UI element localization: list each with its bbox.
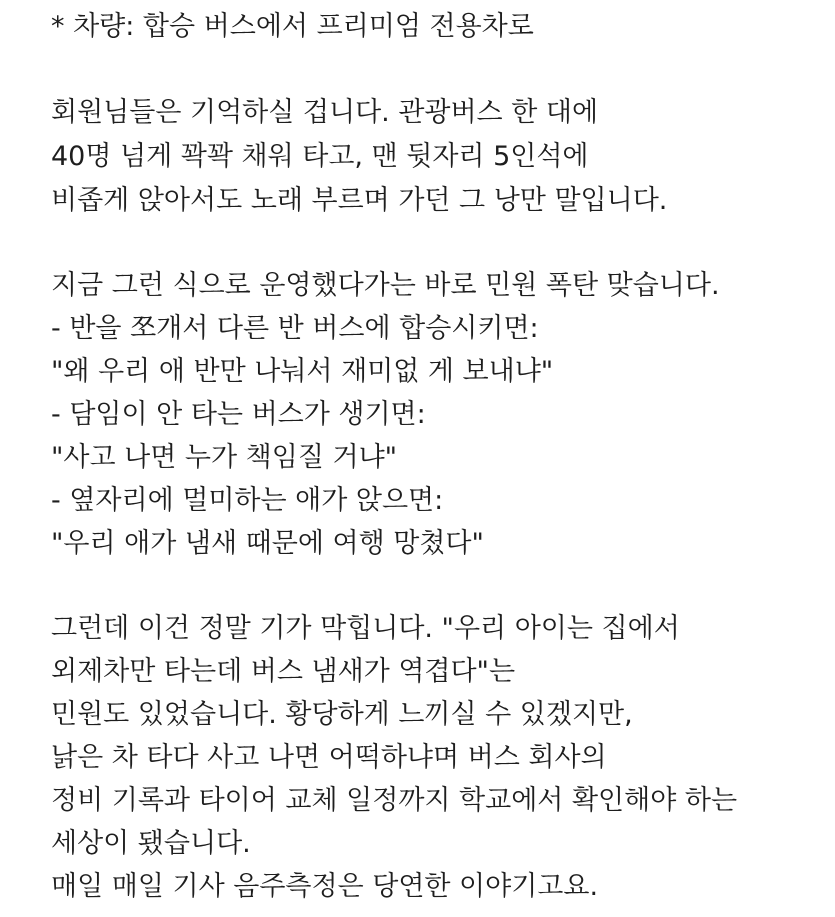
text-line: 낡은 차 타다 사고 나면 어떡하냐며 버스 회사의 xyxy=(51,742,607,773)
text-line: 세상이 됐습니다. xyxy=(51,828,251,859)
text-line: 회원님들은 기억하실 겁니다. 관광버스 한 대에 xyxy=(51,97,599,128)
section-heading: * 차량: 합승 버스에서 프리미엄 전용차로 xyxy=(51,11,534,42)
text-line: 40명 넘게 꽉꽉 채워 타고, 맨 뒷자리 5인석에 xyxy=(51,141,589,172)
text-line: 비좁게 앉아서도 노래 부르며 가던 그 낭만 말입니다. xyxy=(51,185,668,216)
text-line: 매일 매일 기사 음주측정은 당연한 이야기고요. xyxy=(51,871,599,902)
text-line: 외제차만 타는데 버스 냄새가 역겹다"는 xyxy=(51,656,516,687)
quote-line: "우리 애가 냄새 때문에 여행 망쳤다" xyxy=(51,528,484,559)
text-line: 정비 기록과 타이어 교체 일정까지 학교에서 확인해야 하는 xyxy=(51,785,738,816)
list-item: - 담임이 안 타는 버스가 생기면: xyxy=(51,399,426,430)
text-line: 민원도 있었습니다. 황당하게 느끼실 수 있겠지만, xyxy=(51,699,633,730)
quote-line: "사고 나면 누가 책임질 거냐" xyxy=(51,442,398,473)
list-item: - 반을 쪼개서 다른 반 버스에 합승시키면: xyxy=(51,313,539,344)
text-line: 그런데 이건 정말 기가 막힙니다. "우리 아이는 집에서 xyxy=(51,613,680,644)
list-item: - 옆자리에 멀미하는 애가 앉으면: xyxy=(51,485,444,516)
quote-line: "왜 우리 애 반만 나눠서 재미없 게 보내냐" xyxy=(51,356,554,387)
text-line: 지금 그런 식으로 운영했다가는 바로 민원 폭탄 맞습니다. xyxy=(51,270,720,301)
